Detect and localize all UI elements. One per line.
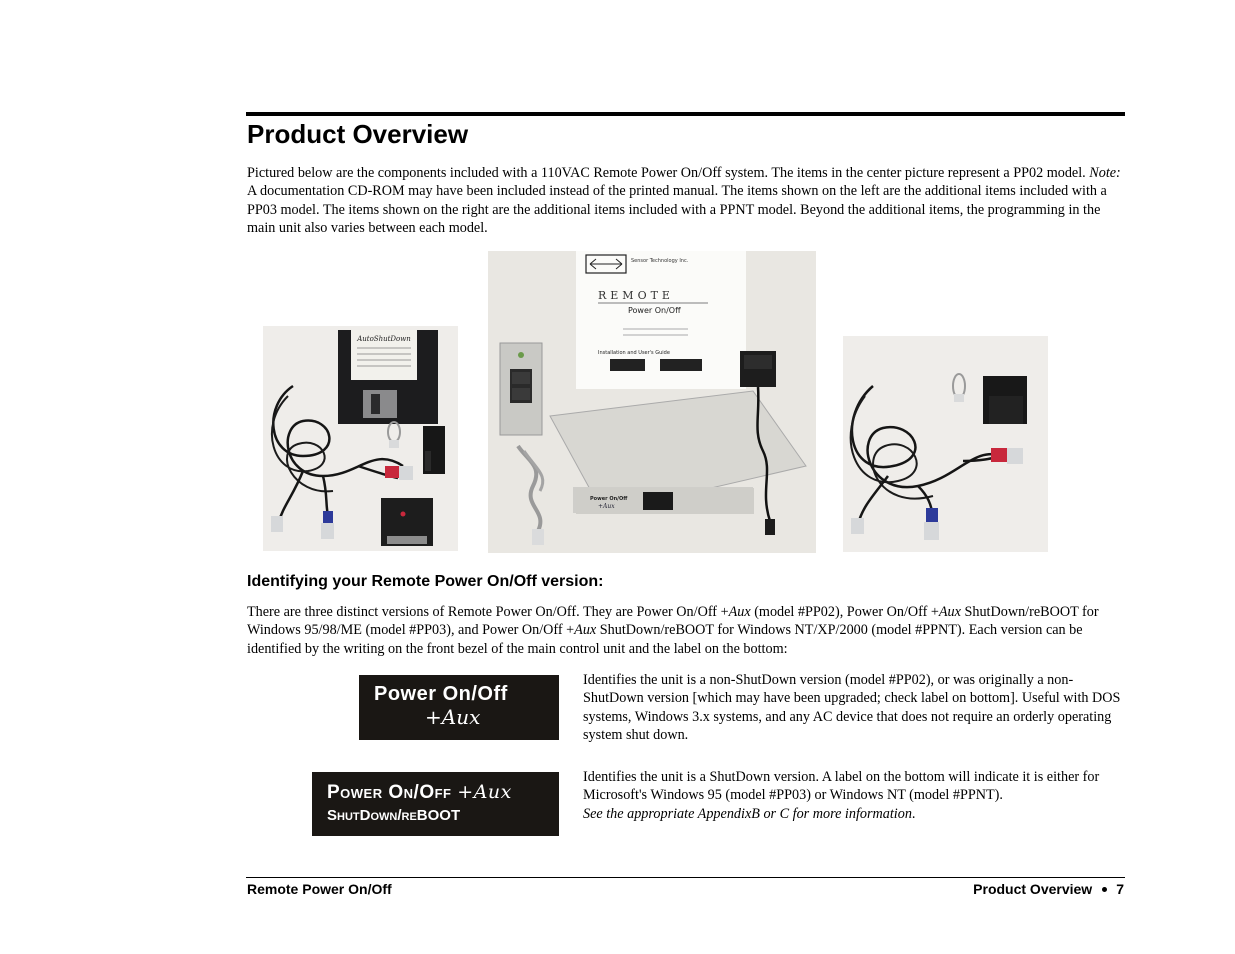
- footer-left: Remote Power On/Off: [247, 881, 392, 897]
- manual-title: REMOTE: [598, 289, 674, 302]
- desc2-text: Identifies the unit is a ShutDown version. A label on the bottom will indicate it is either for Microsoft's Windows 95 (model #PP03) or Windows NT (model #PPNT).: [583, 769, 1100, 804]
- badge2-subtitle: ShutDown/reBOOT: [327, 807, 461, 824]
- floppy-label: AutoShutDown: [357, 335, 411, 343]
- section-text-3: ShutDown/reBOOT for Windows 95/98/ME (model #PP03), and Power On/Off +: [247, 604, 1099, 639]
- photo-ppnt-items: [843, 336, 1048, 552]
- manual-company: Sensor Technology Inc.: [631, 258, 689, 264]
- section-text-1: There are three distinct versions of Remote Power On/Off. They are Power On/Off +: [247, 604, 729, 620]
- manual-subtitle: Power On/Off: [628, 306, 681, 315]
- unit-aux: +Aux: [598, 503, 615, 510]
- section-aux-3: Aux: [574, 622, 597, 639]
- badge2-title: Power On/Off: [327, 782, 452, 803]
- section-text-2: (model #PP02), Power On/Off +: [750, 604, 939, 620]
- photo-pp03-items: [263, 326, 458, 551]
- footer-page-number: 7: [1116, 881, 1124, 897]
- description-non-shutdown: Identifies the unit is a non-ShutDown version (model #PP02), or was originally a non-ShutDown version [which may have been upgraded; check label on bottom]. Useful with DOS systems, Windows 3.x systems, and any AC device that does not require an orderly operating system shut down.: [583, 672, 1121, 743]
- badge-power-on-off-shutdown-reboot: [312, 772, 559, 836]
- intro-text-b: A documentation CD-ROM may have been included instead of the printed manual. The items shown on the left are the additional items included with a PP03 model. The items shown on the right are the additional items included with a PPNT model. Beyond the additional items, the programming in the main unit also varies between each model.: [247, 183, 1107, 236]
- intro-paragraph: [247, 164, 1127, 237]
- photo-pp02-components: [488, 251, 816, 553]
- badge-power-on-off-aux: [359, 675, 559, 740]
- section-heading: Identifying your Remote Power On/Off version:: [247, 573, 604, 590]
- section-text-4: ShutDown/reBOOT for Windows NT/XP/2000 (model #PPNT). Each version can be identified by the writing on the front bezel of the main control unit and the label on the bottom:: [247, 622, 1083, 657]
- badge2-aux: +Aux: [457, 781, 512, 803]
- desc2-italic: See the appropriate AppendixB or C for more information: [583, 805, 912, 822]
- section-aux-1: Aux: [728, 604, 751, 620]
- badge1-aux: +Aux: [425, 705, 481, 729]
- description-shutdown: [583, 768, 1123, 823]
- intro-text-a: Pictured below are the components included with a 110VAC Remote Power On/Off system. The items in the center picture represent a PP02 model.: [247, 165, 1090, 181]
- intro-note-label: Note:: [1089, 165, 1121, 181]
- section-aux-2: Aux: [938, 604, 961, 620]
- footer-rule: [246, 877, 1125, 878]
- section-paragraph: [247, 603, 1127, 658]
- footer-section: Product Overview: [973, 881, 1093, 897]
- unit-label: Power On/Off: [590, 496, 628, 502]
- page-title: Product Overview: [247, 119, 469, 149]
- desc2-end: .: [911, 805, 916, 822]
- footer-right: [973, 880, 1124, 898]
- bullet-icon: [1102, 887, 1107, 892]
- manual-caption: Installation and User's Guide: [598, 350, 670, 356]
- badge1-title: Power On/Off: [374, 683, 508, 705]
